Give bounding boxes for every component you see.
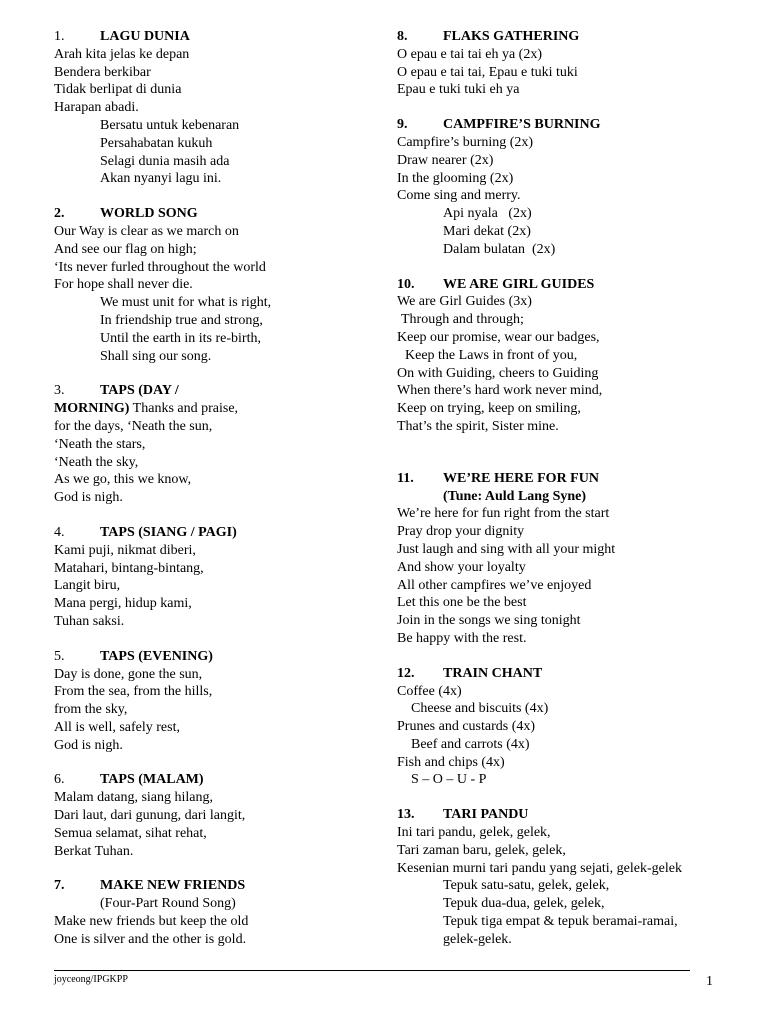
song-title-line [397, 276, 757, 294]
song-title: TAPS (EVENING) [100, 648, 213, 664]
song-title: TAPS (DAY / [100, 383, 179, 399]
song-line: ‘Its never furled throughout the world [54, 259, 266, 275]
song-line: Harapan abadi. [54, 100, 139, 116]
song-line: Let this one be the best [397, 595, 527, 611]
song-line: Berkat Tuhan. [54, 843, 134, 859]
song-line: Come sing and merry. [397, 188, 521, 204]
song-line: Dalam bulatan (2x) [443, 241, 556, 257]
song-block [397, 116, 757, 258]
song-line: Kami puji, nikmat diberi, [54, 542, 196, 558]
song-line: Akan nyanyi lagu ini. [100, 171, 222, 187]
song-title-line [397, 470, 757, 488]
song-block [397, 276, 757, 436]
song-title-line [397, 665, 757, 683]
song-number: 13. [397, 807, 415, 823]
left-column [54, 28, 374, 949]
song-block [54, 205, 374, 365]
song-line: Tepuk dua-dua, gelek, gelek, [443, 896, 605, 912]
song-line: When there’s hard work never mind, [397, 383, 603, 399]
song-line: Coffee (4x) [397, 683, 462, 699]
song-number: 11. [397, 470, 414, 486]
song-block [54, 382, 374, 507]
song-title: WORLD SONG [100, 206, 198, 222]
song-number: 5. [54, 648, 65, 664]
song-title: TARI PANDU [443, 807, 529, 823]
song-number: 10. [397, 276, 415, 292]
song-line: Mana pergi, hidup kami, [54, 596, 192, 612]
song-line: Shall sing our song. [100, 348, 212, 364]
song-line: All other campfires we’ve enjoyed [397, 577, 592, 593]
song-line: Draw nearer (2x) [397, 152, 494, 168]
song-number: 1. [54, 29, 65, 44]
song-line: Ini tari pandu, gelek, gelek, [397, 825, 551, 841]
song-line: Keep our promise, wear our badges, [397, 329, 600, 345]
song-block [397, 28, 757, 99]
song-title: TAPS (MALAM) [100, 772, 204, 788]
song-line: from the sky, [54, 702, 128, 718]
song-line: Until the earth in its re-birth, [100, 330, 261, 346]
song-title: WE’RE HERE FOR FUN [443, 470, 599, 486]
song-line: We are Girl Guides (3x) [397, 294, 532, 310]
song-line: God is nigh. [54, 737, 123, 753]
song-number: 12. [397, 665, 415, 681]
song-subtitle: (Four-Part Round Song) [100, 896, 236, 912]
song-line: Pray drop your dignity [397, 524, 525, 540]
song-number: 7. [54, 878, 65, 894]
song-line: Arah kita jelas ke depan [54, 46, 190, 62]
song-line: Malam datang, siang hilang, [54, 790, 214, 806]
song-line: Cheese and biscuits (4x) [411, 701, 549, 717]
song-line: Tepuk tiga empat & tepuk beramai-ramai, [443, 914, 678, 930]
song-line: In friendship true and strong, [100, 312, 263, 328]
song-block [397, 470, 757, 648]
song-line: Keep on trying, keep on smiling, [397, 401, 581, 417]
song-line: ‘Neath the sky, [54, 454, 139, 470]
song-line: Beef and carrots (4x) [411, 736, 530, 752]
song-number: 2. [54, 206, 65, 222]
song-line: On with Guiding, cheers to Guiding [397, 365, 599, 381]
right-column [397, 28, 757, 949]
song-block [54, 648, 374, 755]
song-line: Persahabatan kukuh [100, 135, 213, 151]
song-line: O epau e tai tai, Epau e tuki tuki [397, 64, 578, 80]
song-line: Keep the Laws in front of you, [405, 347, 578, 363]
song-title-line [54, 877, 374, 895]
song-line: Day is done, gone the sun, [54, 666, 203, 682]
song-line: Matahari, bintang-bintang, [54, 560, 204, 576]
song-line: Campfire’s burning (2x) [397, 134, 534, 150]
song-line: Tuhan saksi. [54, 613, 125, 629]
song-line: We’re here for fun right from the start [397, 506, 610, 522]
song-number: 3. [54, 383, 65, 399]
song-title: FLAKS GATHERING [443, 29, 580, 44]
song-line: Fish and chips (4x) [397, 754, 505, 770]
song-line: From the sea, from the hills, [54, 684, 213, 700]
song-line: S – O – U - P [411, 772, 487, 788]
song-number: 4. [54, 524, 65, 540]
song-title-line [54, 400, 374, 418]
song-line: Tepuk satu-satu, gelek, gelek, [443, 878, 610, 894]
song-title: LAGU DUNIA [100, 29, 190, 44]
song-line: Just laugh and sing with all your might [397, 541, 616, 557]
song-subtitle: (Tune: Auld Lang Syne) [443, 488, 587, 504]
song-line: We must unit for what is right, [100, 295, 272, 311]
song-number: 8. [397, 29, 408, 44]
footer-author: joyceong/IPGKPP [54, 974, 128, 985]
song-title: CAMPFIRE’S BURNING [443, 117, 601, 133]
song-title-line [54, 648, 374, 666]
song-line: All is well, safely rest, [54, 719, 180, 735]
page-number: 1 [706, 974, 713, 989]
song-line: Bendera berkibar [54, 64, 151, 80]
song-title-line [54, 382, 374, 400]
song-line: gelek-gelek. [443, 931, 512, 947]
song-line: Selagi dunia masih ada [100, 153, 230, 169]
song-line: O epau e tai tai eh ya (2x) [397, 46, 542, 62]
song-line: Api nyala (2x) [443, 206, 532, 222]
song-title-line [54, 771, 374, 789]
song-block [54, 771, 374, 860]
song-title-line [54, 524, 374, 542]
song-line: One is silver and the other is gold. [54, 931, 247, 947]
song-line: Tari zaman baru, gelek, gelek, [397, 842, 566, 858]
song-line: Make new friends but keep the old [54, 914, 249, 930]
song-title: TRAIN CHANT [443, 665, 543, 681]
song-line: Dari laut, dari gunung, dari langit, [54, 808, 246, 824]
song-line: Epau e tuki tuki eh ya [397, 82, 520, 98]
song-line: And see our flag on high; [54, 241, 197, 257]
song-block [54, 877, 374, 948]
song-title-line [54, 28, 374, 46]
song-title-line [54, 205, 374, 223]
song-block [397, 806, 757, 948]
song-title-line [397, 28, 757, 46]
song-title-continued: MORNING) [54, 401, 130, 417]
song-line: Langit biru, [54, 578, 121, 594]
song-line: Thanks and praise, [129, 401, 239, 417]
footer-divider [54, 970, 690, 971]
song-line: Mari dekat (2x) [443, 223, 531, 239]
song-line: Through and through; [401, 312, 524, 328]
song-title: TAPS (SIANG / PAGI) [100, 524, 237, 540]
song-line: ‘Neath the stars, [54, 436, 146, 452]
song-line: Prunes and custards (4x) [397, 719, 536, 735]
song-line: Our Way is clear as we march on [54, 223, 239, 239]
song-title-line [397, 806, 757, 824]
song-line: for the days, ‘Neath the sun, [54, 418, 213, 434]
song-block [397, 665, 757, 790]
song-line: For hope shall never die. [54, 277, 193, 293]
song-line: That’s the spirit, Sister mine. [397, 418, 559, 434]
song-title: MAKE NEW FRIENDS [100, 878, 246, 894]
song-line: God is nigh. [54, 490, 123, 506]
song-block [54, 28, 374, 188]
song-line: Bersatu untuk kebenaran [100, 117, 240, 133]
song-line: Be happy with the rest. [397, 630, 527, 646]
song-line: In the glooming (2x) [397, 170, 514, 186]
song-number: 9. [397, 117, 408, 133]
song-line: Join in the songs we sing tonight [397, 613, 581, 629]
song-line: As we go, this we know, [54, 472, 192, 488]
song-line: Kesenian murni tari pandu yang sejati, gelek-gelek [397, 860, 682, 876]
song-title-line [397, 116, 757, 134]
song-line: Semua selamat, sihat rehat, [54, 825, 207, 841]
song-line: Tidak berlipat di dunia [54, 82, 182, 98]
song-line: And show your loyalty [397, 559, 526, 575]
song-number: 6. [54, 772, 65, 788]
song-title: WE ARE GIRL GUIDES [443, 276, 595, 292]
song-block [54, 524, 374, 631]
